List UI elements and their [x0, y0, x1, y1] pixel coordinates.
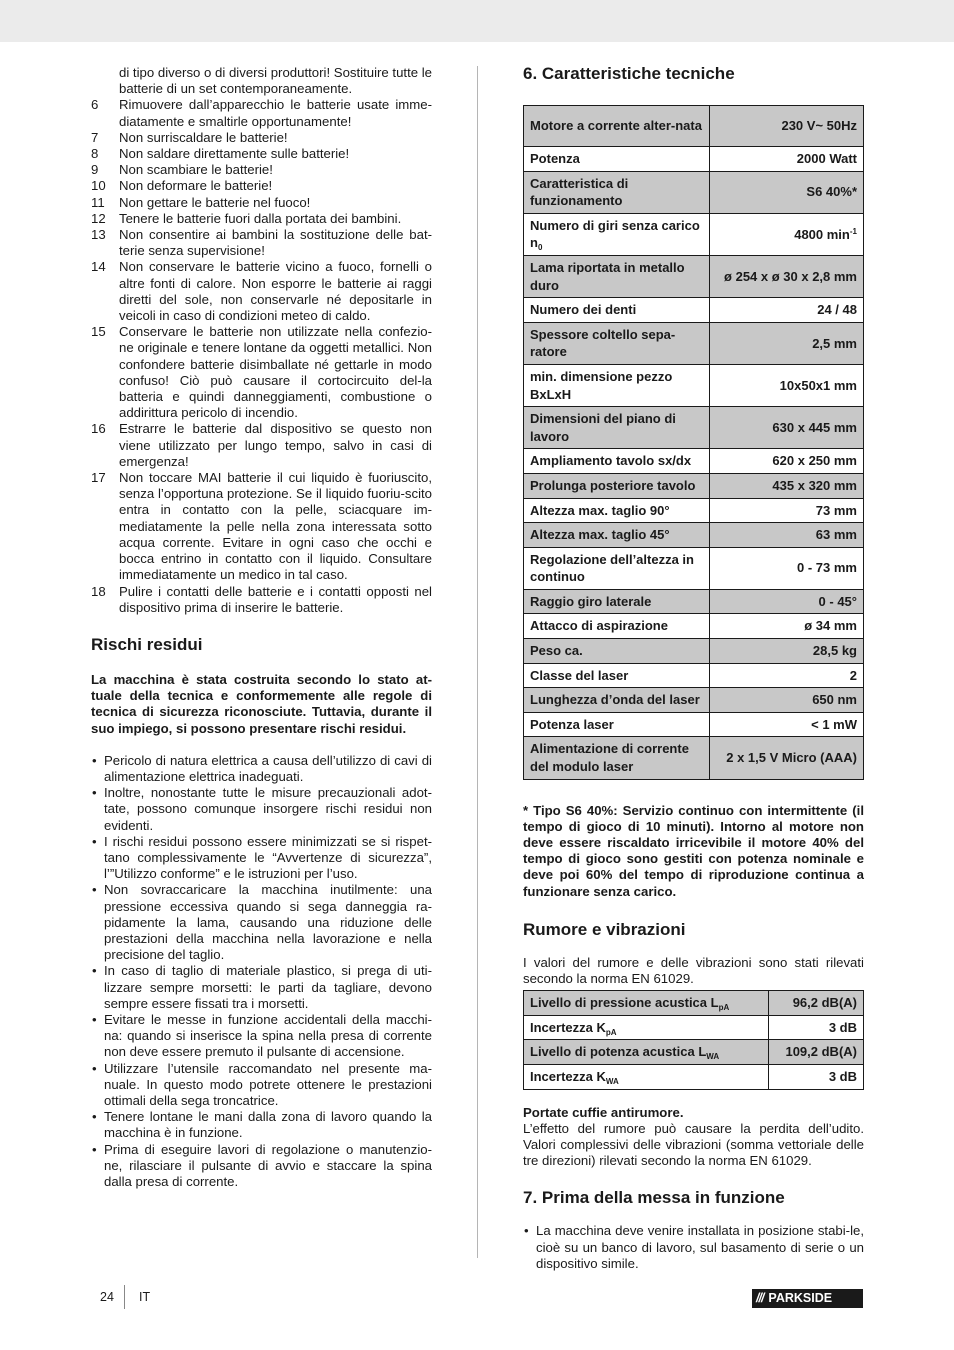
table-row — [524, 589, 864, 614]
bullet-item: • Tenere lontane le mani dalla zona di lavoro quando la macchina è in funzione. — [91, 1109, 432, 1141]
bullet-item: • In caso di taglio di materiale plastico, si prega di uti-lizzare sempre morsetti: le parti da tagliare, devono sempre essere fissati tra i morsetti. — [91, 963, 432, 1012]
numbered-item — [91, 195, 432, 211]
numbered-item — [91, 227, 432, 259]
row-label — [524, 737, 710, 779]
residual-risks-heading: Rischi residui — [91, 634, 203, 654]
value-text: S6 40%* — [806, 184, 857, 200]
label-text: Potenza laser — [530, 716, 614, 732]
label-text: Lunghezza d’onda del laser — [530, 692, 700, 708]
row-label — [524, 473, 710, 498]
value-text: 2,5 mm — [812, 335, 857, 351]
value-text: 230 V~ 50Hz — [781, 118, 857, 134]
right-column — [523, 64, 864, 1272]
row-value — [710, 449, 864, 474]
item-text: Estrarre le batterie dal dispositivo se questo non viene utilizzato per lungo tempo, salvo in casi di emergenza! — [119, 421, 432, 469]
bullet-item: • Pericolo di natura elettrica a causa dell’utilizzo di cavi di alimentazione elettrica inadeguati. — [91, 753, 432, 785]
numbered-item — [91, 324, 432, 421]
row-value — [769, 1040, 864, 1065]
value-text: 0 - 73 mm — [797, 560, 857, 576]
item-number: 8 — [91, 146, 99, 162]
row-value — [710, 523, 864, 548]
row-value — [710, 589, 864, 614]
numbered-item — [91, 470, 432, 583]
row-value — [710, 688, 864, 713]
table-row — [524, 663, 864, 688]
table-row — [524, 407, 864, 449]
specs-heading: 6. Caratteristiche tecniche — [523, 64, 735, 83]
table-row — [524, 639, 864, 664]
item-number: 14 — [91, 259, 106, 275]
numbered-item — [91, 259, 432, 324]
row-label — [524, 1065, 769, 1090]
item-text: Non scambiare le batterie! — [119, 162, 273, 178]
row-label — [524, 589, 710, 614]
table-row — [524, 1015, 864, 1040]
row-label — [524, 523, 710, 548]
item-text: Tenere le batterie fuori dalla portata dei bambini. — [119, 210, 402, 226]
label-text: Alimentazione di corrente del modulo laser — [530, 741, 689, 775]
item-text: Conservare le batterie non utilizzate nella confezio-ne originale e tenere lontane da oggetti metallici. Non confondere batterie disimballate né gettarle in modo confuso! Ciò può causare il cortocircuito del-la batteria e quindi danneggiamenti, combustione o addirittura pericolo di incendio. — [119, 324, 432, 421]
specs-footnote: * Tipo S6 40%: Servizio continuo con intermittente (il tempo di gioco di 10 minuti). Intorno al motore non deve essere riscaldato irricevibile il motore 40% del tempo di gioco sono gestiti con potenza nominale e deve poi 60% del tempo di riproduzione continua a funzionare senza carico. — [523, 802, 864, 899]
label-subscript: pA — [718, 1003, 730, 1013]
row-label — [524, 106, 710, 147]
label-text: Livello di potenza acustica L — [530, 1044, 707, 1060]
label-text: Classe del laser — [530, 667, 629, 683]
row-value — [710, 106, 864, 147]
table-row — [524, 1065, 864, 1090]
row-label — [524, 1015, 769, 1040]
item-number: 13 — [91, 227, 106, 243]
value-text: 2 x 1,5 V Micro (AAA) — [726, 750, 857, 766]
value-text: 630 x 445 mm — [772, 419, 857, 435]
row-label — [524, 298, 710, 323]
table-row — [524, 449, 864, 474]
item-number: 11 — [91, 194, 105, 210]
label-text: Altezza max. taglio 45° — [530, 527, 670, 543]
row-value — [710, 639, 864, 664]
bullet-item: • Prima di eseguire lavori di regolazione o manutenzio-ne, rilasciare il pulsante di avvio e staccare la spina dalla presa di corrente. — [91, 1142, 432, 1191]
table-row — [524, 213, 864, 255]
row-value — [710, 298, 864, 323]
row-label — [524, 449, 710, 474]
value-text: 3 dB — [828, 1069, 857, 1085]
item-text: Pulire i contatti delle batterie e i contatti opposti nel dispositivo prima di inserire le batterie. — [119, 583, 432, 615]
numbered-item — [91, 146, 432, 162]
row-value — [710, 407, 864, 449]
table-row — [524, 614, 864, 639]
row-value — [710, 498, 864, 523]
label-text: Motore a corrente alter-nata — [530, 118, 702, 134]
value-text: 2 — [849, 667, 857, 683]
numbered-item — [91, 178, 432, 194]
logo-slashes: /// — [756, 1291, 764, 1305]
row-label — [524, 663, 710, 688]
value-text: 650 nm — [812, 692, 857, 708]
column-divider — [477, 66, 478, 1258]
row-value — [710, 737, 864, 779]
numbered-item — [91, 421, 432, 470]
value-text: 435 x 320 mm — [772, 477, 857, 493]
value-text: 28,5 kg — [812, 643, 857, 659]
row-value — [769, 1015, 864, 1040]
item-text: Non toccare MAI batterie il cui liquido è fuoriuscito, senza l’opportuna protezione. Se il liquido fuoriu-scito entra in contatto con la pelle, sciacquare im-mediatamente la pelle nella zona interessata sotto acqua corrente. Evitare in ogni caso che occhi e bocca entrino in contatto con il liquido. Consultare immediatamente un medico in tal caso. — [119, 470, 432, 583]
numbered-item — [91, 162, 432, 178]
value-superscript: -1 — [849, 226, 857, 236]
bullet-item: • I rischi residui possono essere minimizzati se si rispet-tano complessivamente le “Avvertenze di sicurezza”, l’”Utilizzo conforme” e le istruzioni per l’uso. — [91, 834, 432, 883]
label-subscript: WA — [605, 1077, 619, 1087]
table-row — [524, 498, 864, 523]
table-row — [524, 547, 864, 589]
residual-risks-list — [91, 753, 432, 1190]
numbered-item — [91, 130, 432, 146]
row-value — [769, 1065, 864, 1090]
label-text: Potenza — [530, 151, 580, 166]
numbered-item — [91, 97, 432, 129]
item-text: Rimuovere dall’apparecchio le batterie usate imme-diatamente e smaltirle opportunamente! — [119, 97, 432, 129]
table-row — [524, 712, 864, 737]
value-text: 0 - 45° — [818, 593, 857, 609]
first-use-list — [523, 1223, 864, 1272]
table-row — [524, 523, 864, 548]
label-text: Caratteristica di funzionamento — [530, 175, 629, 209]
bullet-item: • Inoltre, nonostante tutte le misure precauzionali adot-tate, possono comunque insorgere rischi residui non evidenti. — [91, 785, 432, 834]
row-label — [524, 147, 710, 172]
logo-text: PARKSIDE — [768, 1291, 833, 1305]
row-label — [524, 322, 710, 364]
row-value — [710, 147, 864, 172]
value-text: 620 x 250 mm — [772, 453, 857, 469]
noise-table — [523, 990, 864, 1089]
value-text: ø 254 x ø 30 x 2,8 mm — [724, 268, 857, 284]
row-label — [524, 547, 710, 589]
label-text: Ampliamento tavolo sx/dx — [530, 453, 692, 469]
numbered-item — [91, 65, 432, 97]
residual-risks-intro: La macchina è stata costruita secondo lo stato at-tuale della tecnica e conformemente alle regole di tecnica di sicurezza riconosciute. Tuttavia, durante il suo impiego, si possono presentare rischi residui. — [91, 671, 432, 736]
label-text: Lama riportata in metallo duro — [530, 259, 685, 293]
row-value — [710, 213, 864, 255]
table-row — [524, 1040, 864, 1065]
row-value — [710, 547, 864, 589]
item-text: Non deformare le batterie! — [119, 178, 273, 194]
label-text: Altezza max. taglio 90° — [530, 502, 670, 518]
row-label — [524, 213, 710, 255]
table-row — [524, 147, 864, 172]
numbered-item — [91, 211, 432, 227]
item-number: 12 — [91, 210, 106, 226]
label-text: Dimensioni del piano di lavoro — [530, 411, 676, 444]
numbered-item — [91, 584, 432, 616]
item-number: 9 — [91, 162, 99, 178]
row-label — [524, 255, 710, 297]
row-label — [524, 498, 710, 523]
row-value — [710, 473, 864, 498]
row-value — [710, 364, 864, 406]
table-row — [524, 737, 864, 779]
first-use-heading: 7. Prima della messa in funzione — [523, 1188, 785, 1208]
item-number: 17 — [91, 470, 106, 486]
row-value — [710, 255, 864, 297]
value-text: 73 mm — [815, 502, 857, 518]
item-text: di tipo diverso o di diversi produttori! Sostituire tutte le batterie di un set contemporaneamente. — [119, 65, 432, 97]
value-text: < 1 mW — [811, 716, 857, 732]
table-row — [524, 298, 864, 323]
label-text: Numero dei denti — [530, 302, 637, 318]
value-text: 2000 Watt — [796, 151, 857, 166]
value-text: 24 / 48 — [817, 302, 857, 318]
label-text: Livello di pressione acustica L — [530, 995, 719, 1011]
item-text: Non consentire ai bambini la sostituzione delle bat-terie senza supervisione! — [119, 227, 432, 259]
row-value — [710, 712, 864, 737]
table-row — [524, 106, 864, 147]
row-label — [524, 364, 710, 406]
value-text: ø 34 mm — [804, 618, 857, 634]
value-text: 10x50x1 mm — [779, 377, 857, 393]
row-label — [524, 639, 710, 664]
row-label — [524, 1040, 769, 1065]
table-row — [524, 255, 864, 297]
label-text: Regolazione dell’altezza in continuo — [530, 551, 694, 585]
label-text: Spessore coltello sepa-ratore — [530, 326, 676, 360]
row-value — [769, 991, 864, 1016]
parkside-logo — [752, 1289, 863, 1308]
ear-protection-title: Portate cuffie antirumore. — [523, 1104, 684, 1120]
bullet-item: • Non sovraccaricare la macchina inutilmente: una pressione eccessiva quando si sega danneggia ra-pidamente la lama, causando una riduzione delle prestazioni della macchina nella lavorazione e nella precisione del taglio. — [91, 882, 432, 963]
label-text: Incertezza K — [530, 1019, 606, 1035]
label-text: Attacco di aspirazione — [530, 618, 668, 634]
label-text: Peso ca. — [530, 643, 583, 659]
page-number: 24 — [100, 1290, 114, 1304]
value-text: 4800 min — [794, 226, 850, 242]
item-number: 18 — [91, 583, 106, 599]
value-text: 96,2 dB(A) — [792, 995, 857, 1011]
row-value — [710, 322, 864, 364]
table-row — [524, 688, 864, 713]
label-subscript: 0 — [537, 243, 543, 253]
specs-table — [523, 105, 864, 780]
label-text: Raggio giro laterale — [530, 593, 652, 609]
table-row — [524, 991, 864, 1016]
noise-intro: I valori del rumore e delle vibrazioni sono stati rilevati secondo la norma EN 61029. — [523, 954, 864, 987]
item-text: Non gettare le batterie nel fuoco! — [119, 194, 311, 210]
noise-heading: Rumore e vibrazioni — [523, 919, 686, 939]
ear-protection-text: L’effetto del rumore può causare la perdita dell’udito. Valori complessivi delle vibrazioni (somma vettoriale delle tre direzioni) rilevati secondo la norma EN 61029. — [523, 1120, 864, 1169]
row-label — [524, 688, 710, 713]
footer-separator — [124, 1285, 125, 1309]
row-value — [710, 171, 864, 213]
label-text: min. dimensione pezzo BxLxH — [530, 368, 673, 402]
value-text: 63 mm — [815, 527, 857, 543]
item-number: 15 — [91, 324, 106, 340]
item-text: Non conservare le batterie vicino a fuoco, fornelli o altre fonti di calore. Non esporre le batterie ai raggi diretti del sole, non conservarle né depositarle in veicoli in caso di condizioni meteo di caldo. — [119, 259, 432, 324]
row-label — [524, 407, 710, 449]
bullet-item: • Utilizzare l’utensile raccomandato nel presente ma-nuale. In questo modo potrete ottenere le prestazioni ottimali della sega troncatrice. — [91, 1061, 432, 1110]
item-text: Non saldare direttamente sulle batterie! — [119, 146, 350, 162]
row-value — [710, 663, 864, 688]
label-text: Numero di giri senza carico n — [530, 217, 700, 251]
row-label — [524, 614, 710, 639]
row-label — [524, 712, 710, 737]
row-label — [524, 171, 710, 213]
table-row — [524, 473, 864, 498]
row-label — [524, 991, 769, 1016]
item-text: Non surriscaldare le batterie! — [119, 129, 288, 145]
battery-safety-list — [91, 65, 432, 616]
table-row — [524, 171, 864, 213]
item-number: 6 — [91, 97, 99, 113]
table-row — [524, 364, 864, 406]
label-subscript: WA — [706, 1052, 720, 1062]
bullet-item: • La macchina deve venire installata in posizione stabi-le, cioè su un banco di lavoro, sul basamento di serie o un dispositivo simile. — [523, 1223, 864, 1272]
left-column — [91, 65, 432, 1190]
value-text: 3 dB — [828, 1019, 857, 1035]
label-text: Incertezza K — [530, 1069, 606, 1085]
item-number: 7 — [91, 129, 99, 145]
table-row — [524, 322, 864, 364]
top-band — [0, 0, 954, 42]
language-code: IT — [139, 1290, 151, 1304]
item-number: 10 — [91, 178, 106, 194]
item-number: 16 — [91, 421, 106, 437]
label-subscript: pA — [605, 1027, 617, 1037]
value-text: 109,2 dB(A) — [785, 1044, 857, 1060]
row-value — [710, 614, 864, 639]
label-text: Prolunga posteriore tavolo — [530, 477, 696, 493]
bullet-item: • Evitare le messe in funzione accidentali della macchi-na: quando si inserisce la spina nella presa di corrente non deve essere premuto il pulsante di accensione. — [91, 1012, 432, 1061]
